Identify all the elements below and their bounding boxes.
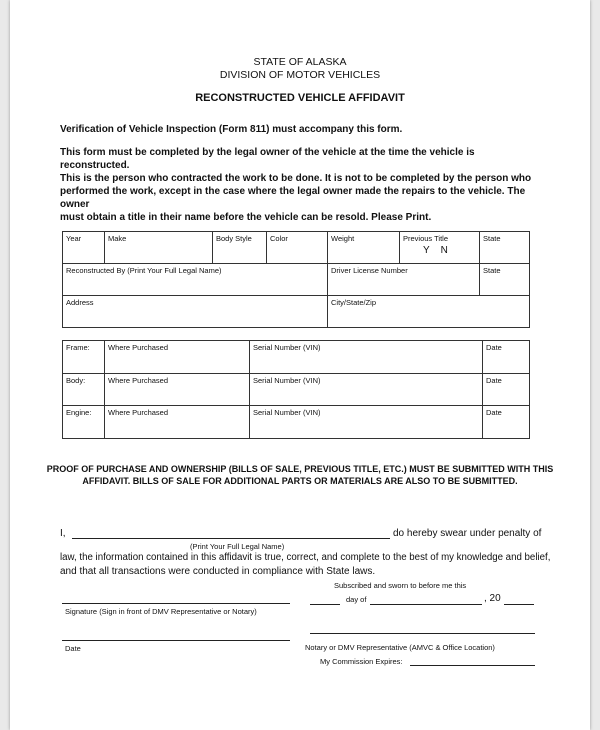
weight-label: Weight (331, 234, 355, 243)
color-field[interactable] (267, 232, 328, 264)
make-field[interactable] (105, 232, 213, 264)
date-label: Date (486, 408, 502, 417)
body-date-field[interactable] (483, 374, 530, 406)
city-state-zip-field[interactable] (328, 296, 530, 328)
body-where-field[interactable] (105, 374, 250, 406)
intro-p4: must obtain a title in their name before the vehicle can be resold. Please Print. (60, 212, 432, 223)
oath-line3: and that all transactions were conducted in compliance with State laws. (60, 566, 376, 577)
frame-date-field[interactable] (483, 341, 530, 374)
form-page (10, 0, 590, 730)
reconstructed-by-label: Reconstructed By (Print Your Full Legal Name) (66, 266, 222, 275)
make-label: Make (108, 234, 127, 243)
notary-label: Notary or DMV Representative (AMVC & Office Location) (305, 643, 495, 652)
serial-number-label: Serial Number (VIN) (253, 408, 321, 417)
weight-field[interactable] (328, 232, 400, 264)
oath-i: I, (60, 528, 66, 539)
where-purchased-label: Where Purchased (108, 343, 169, 352)
signature-line[interactable] (62, 603, 290, 604)
legal-name-line[interactable] (72, 538, 390, 539)
oath-swear: do hereby swear under penalty of (393, 528, 542, 539)
month-line[interactable] (370, 604, 482, 605)
proof-line2: AFFIDAVIT. BILLS OF SALE FOR ADDITIONAL PARTS OR MATERIALS ARE ALSO TO BE SUBMITTED. (82, 476, 518, 486)
date-line[interactable] (62, 640, 290, 641)
date-label: Date (486, 343, 502, 352)
driver-license-field[interactable] (328, 264, 480, 296)
driver-license-label: Driver License Number (331, 266, 408, 275)
oath-line2: law, the information contained in this affidavit is true, correct, and complete to the best of my knowledge and belief, (60, 552, 551, 563)
day-line[interactable] (310, 604, 340, 605)
body-row-label: Body: (63, 374, 105, 406)
date-label: Date (486, 376, 502, 385)
intro-p2: This is the person who contracted the work to be done. It is not to be completed by the person who (60, 173, 532, 184)
proof-line1: PROOF OF PURCHASE AND OWNERSHIP (BILLS OF SALE, PREVIOUS TITLE, ETC.) MUST BE SUBMITTED WITH THIS (46, 464, 554, 474)
body-style-field[interactable] (213, 232, 267, 264)
state2-label: State (483, 266, 501, 275)
form-title: RECONSTRUCTED VEHICLE AFFIDAVIT (195, 92, 405, 104)
print-name-caption: (Print Your Full Legal Name) (190, 542, 285, 551)
intro-p1: This form must be completed by the legal owner of the vehicle at the time the vehicle is reconstructed. (60, 147, 475, 171)
previous-title-field[interactable] (400, 232, 480, 264)
body-style-label: Body Style (216, 234, 252, 243)
parts-table (62, 340, 530, 439)
state-label: State (483, 234, 501, 243)
color-label: Color (270, 234, 288, 243)
notary-line-top[interactable] (310, 633, 535, 634)
proof-notice (10, 463, 590, 487)
serial-number-label: Serial Number (VIN) (253, 376, 321, 385)
previous-title-label: Previous Title (403, 234, 449, 243)
where-purchased-label: Where Purchased (108, 408, 169, 417)
header-state: STATE OF ALASKA (253, 56, 347, 68)
signature-label: Signature (Sign in front of DMV Representative or Notary) (65, 607, 257, 616)
previous-title-yn[interactable]: Y N (423, 245, 448, 256)
reconstructed-by-field[interactable] (63, 264, 328, 296)
year-field[interactable] (63, 232, 105, 264)
engine-date-field[interactable] (483, 406, 530, 439)
year-line[interactable] (504, 604, 534, 605)
intro-paragraph (60, 146, 546, 224)
commission-label: My Commission Expires: (320, 657, 403, 666)
where-purchased-label: Where Purchased (108, 376, 169, 385)
engine-where-field[interactable] (105, 406, 250, 439)
address-field[interactable] (63, 296, 328, 328)
frame-row-label: Frame: (63, 341, 105, 374)
serial-number-label: Serial Number (VIN) (253, 343, 321, 352)
day-of-label: day of (346, 595, 367, 604)
frame-serial-field[interactable] (250, 341, 483, 374)
state-field[interactable] (480, 232, 530, 264)
city-state-zip-label: City/State/Zip (331, 298, 377, 307)
commission-line[interactable] (410, 665, 535, 666)
date-label: Date (65, 644, 81, 653)
engine-serial-field[interactable] (250, 406, 483, 439)
address-label: Address (66, 298, 94, 307)
intro-p3: performed the work, except in the case where the legal owner made the repairs to the vehicle. The owner (60, 186, 526, 210)
year-prefix: , 20 (484, 593, 501, 604)
body-serial-field[interactable] (250, 374, 483, 406)
engine-row-label: Engine: (63, 406, 105, 439)
vehicle-info-table (62, 231, 530, 328)
frame-where-field[interactable] (105, 341, 250, 374)
subscribed-label: Subscribed and sworn to before me this (334, 581, 467, 590)
header-division: DIVISION OF MOTOR VEHICLES (219, 69, 381, 81)
state2-field[interactable] (480, 264, 530, 296)
year-label: Year (66, 234, 82, 243)
intro-line1: Verification of Vehicle Inspection (Form 811) must accompany this form. (60, 124, 403, 135)
